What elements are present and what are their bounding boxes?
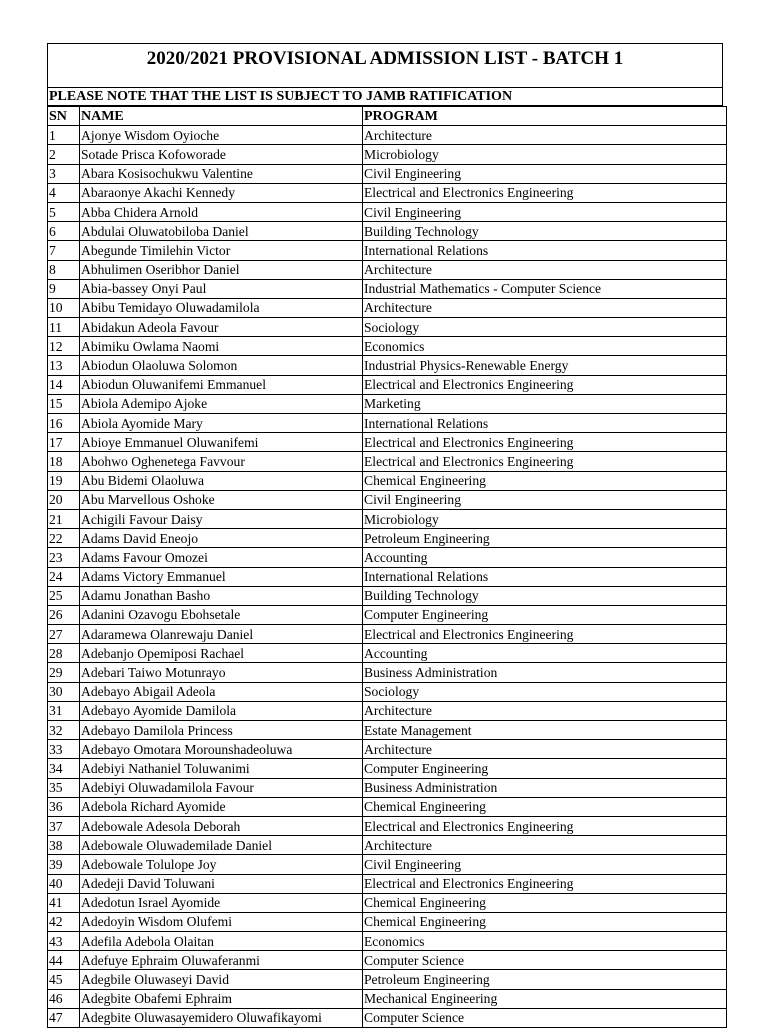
row-name: Abhulimen Oseribhor Daniel bbox=[80, 260, 363, 279]
row-sn: 1 bbox=[48, 126, 80, 145]
row-name: Adams David Eneojo bbox=[80, 529, 363, 548]
row-sn: 4 bbox=[48, 183, 80, 202]
row-sn: 32 bbox=[48, 721, 80, 740]
row-name: Abiodun Oluwanifemi Emmanuel bbox=[80, 375, 363, 394]
row-program: Electrical and Electronics Engineering bbox=[363, 433, 727, 452]
row-program: Civil Engineering bbox=[363, 202, 727, 221]
table-row bbox=[48, 126, 727, 145]
row-name: Adams Favour Omozei bbox=[80, 548, 363, 567]
row-program: Accounting bbox=[363, 548, 727, 567]
row-sn: 2 bbox=[48, 145, 80, 164]
row-program: Architecture bbox=[363, 260, 727, 279]
row-sn: 19 bbox=[48, 471, 80, 490]
row-sn: 43 bbox=[48, 932, 80, 951]
table-row bbox=[48, 816, 727, 835]
row-sn: 21 bbox=[48, 509, 80, 528]
row-program: Electrical and Electronics Engineering bbox=[363, 816, 727, 835]
row-program: Building Technology bbox=[363, 222, 727, 241]
table-row bbox=[48, 183, 727, 202]
row-program: Architecture bbox=[363, 298, 727, 317]
row-sn: 45 bbox=[48, 970, 80, 989]
row-program: Architecture bbox=[363, 126, 727, 145]
table-row bbox=[48, 778, 727, 797]
row-sn: 44 bbox=[48, 951, 80, 970]
row-name: Adebiyi Nathaniel Toluwanimi bbox=[80, 759, 363, 778]
row-name: Adanini Ozavogu Ebohsetale bbox=[80, 605, 363, 624]
row-program: Chemical Engineering bbox=[363, 912, 727, 931]
row-name: Abegunde Timilehin Victor bbox=[80, 241, 363, 260]
row-program: Industrial Mathematics - Computer Science bbox=[363, 279, 727, 298]
row-program: Computer Science bbox=[363, 951, 727, 970]
row-name: Abidakun Adeola Favour bbox=[80, 318, 363, 337]
row-sn: 15 bbox=[48, 394, 80, 413]
admission-list-sheet bbox=[47, 43, 723, 1028]
table-row bbox=[48, 375, 727, 394]
table-row bbox=[48, 222, 727, 241]
row-program: Computer Science bbox=[363, 1008, 727, 1027]
table-row bbox=[48, 682, 727, 701]
header-sn: SN bbox=[48, 107, 80, 126]
row-name: Abaraonye Akachi Kennedy bbox=[80, 183, 363, 202]
table-row bbox=[48, 529, 727, 548]
row-name: Sotade Prisca Kofoworade bbox=[80, 145, 363, 164]
row-program: Sociology bbox=[363, 682, 727, 701]
admission-table bbox=[47, 106, 727, 1028]
row-program: Architecture bbox=[363, 836, 727, 855]
row-sn: 27 bbox=[48, 625, 80, 644]
table-row bbox=[48, 202, 727, 221]
row-sn: 46 bbox=[48, 989, 80, 1008]
row-name: Adedeji David Toluwani bbox=[80, 874, 363, 893]
row-program: Chemical Engineering bbox=[363, 797, 727, 816]
table-header-row bbox=[48, 107, 727, 126]
row-name: Abara Kosisochukwu Valentine bbox=[80, 164, 363, 183]
row-name: Adebola Richard Ayomide bbox=[80, 797, 363, 816]
row-program: Sociology bbox=[363, 318, 727, 337]
row-name: Adebayo Abigail Adeola bbox=[80, 682, 363, 701]
row-sn: 37 bbox=[48, 816, 80, 835]
row-name: Abiola Ayomide Mary bbox=[80, 414, 363, 433]
row-program: Estate Management bbox=[363, 721, 727, 740]
table-row bbox=[48, 644, 727, 663]
row-sn: 20 bbox=[48, 490, 80, 509]
row-sn: 13 bbox=[48, 356, 80, 375]
row-name: Adebayo Ayomide Damilola bbox=[80, 701, 363, 720]
row-name: Adams Victory Emmanuel bbox=[80, 567, 363, 586]
table-row bbox=[48, 394, 727, 413]
row-sn: 38 bbox=[48, 836, 80, 855]
row-name: Adefila Adebola Olaitan bbox=[80, 932, 363, 951]
table-row bbox=[48, 548, 727, 567]
row-name: Abia-bassey Onyi Paul bbox=[80, 279, 363, 298]
row-name: Abioye Emmanuel Oluwanifemi bbox=[80, 433, 363, 452]
table-row bbox=[48, 605, 727, 624]
table-row bbox=[48, 663, 727, 682]
table-row bbox=[48, 874, 727, 893]
table-row bbox=[48, 356, 727, 375]
row-program: Petroleum Engineering bbox=[363, 970, 727, 989]
row-name: Adebowale Tolulope Joy bbox=[80, 855, 363, 874]
row-sn: 3 bbox=[48, 164, 80, 183]
row-sn: 30 bbox=[48, 682, 80, 701]
row-name: Adebowale Oluwademilade Daniel bbox=[80, 836, 363, 855]
row-name: Abiodun Olaoluwa Solomon bbox=[80, 356, 363, 375]
row-program: Marketing bbox=[363, 394, 727, 413]
row-program: International Relations bbox=[363, 567, 727, 586]
table-row bbox=[48, 241, 727, 260]
row-name: Abibu Temidayo Oluwadamilola bbox=[80, 298, 363, 317]
table-row bbox=[48, 836, 727, 855]
row-sn: 5 bbox=[48, 202, 80, 221]
table-row bbox=[48, 740, 727, 759]
row-sn: 29 bbox=[48, 663, 80, 682]
row-name: Adefuye Ephraim Oluwaferanmi bbox=[80, 951, 363, 970]
table-row bbox=[48, 1008, 727, 1027]
row-name: Ajonye Wisdom Oyioche bbox=[80, 126, 363, 145]
row-name: Abohwo Oghenetega Favvour bbox=[80, 452, 363, 471]
row-sn: 36 bbox=[48, 797, 80, 816]
row-program: Architecture bbox=[363, 740, 727, 759]
table-row bbox=[48, 260, 727, 279]
row-name: Abdulai Oluwatobiloba Daniel bbox=[80, 222, 363, 241]
row-program: Computer Engineering bbox=[363, 759, 727, 778]
row-program: Civil Engineering bbox=[363, 164, 727, 183]
table-row bbox=[48, 452, 727, 471]
row-program: Accounting bbox=[363, 644, 727, 663]
row-sn: 18 bbox=[48, 452, 80, 471]
row-program: Industrial Physics-Renewable Energy bbox=[363, 356, 727, 375]
row-name: Adegbile Oluwaseyi David bbox=[80, 970, 363, 989]
table-row bbox=[48, 970, 727, 989]
row-sn: 6 bbox=[48, 222, 80, 241]
ratification-note: PLEASE NOTE THAT THE LIST IS SUBJECT TO JAMB RATIFICATION bbox=[47, 88, 723, 106]
row-name: Adebiyi Oluwadamilola Favour bbox=[80, 778, 363, 797]
row-name: Abiola Ademipo Ajoke bbox=[80, 394, 363, 413]
table-row bbox=[48, 318, 727, 337]
header-name: NAME bbox=[80, 107, 363, 126]
row-sn: 47 bbox=[48, 1008, 80, 1027]
row-program: Business Administration bbox=[363, 778, 727, 797]
row-name: Abimiku Owlama Naomi bbox=[80, 337, 363, 356]
row-name: Adebayo Omotara Morounshadeoluwa bbox=[80, 740, 363, 759]
header-program: PROGRAM bbox=[363, 107, 727, 126]
row-name: Adegbite Obafemi Ephraim bbox=[80, 989, 363, 1008]
table-row bbox=[48, 797, 727, 816]
row-program: Electrical and Electronics Engineering bbox=[363, 375, 727, 394]
row-sn: 11 bbox=[48, 318, 80, 337]
row-sn: 31 bbox=[48, 701, 80, 720]
row-name: Abu Marvellous Oshoke bbox=[80, 490, 363, 509]
table-row bbox=[48, 567, 727, 586]
table-row bbox=[48, 625, 727, 644]
table-row bbox=[48, 164, 727, 183]
row-program: Electrical and Electronics Engineering bbox=[363, 183, 727, 202]
row-name: Adaramewa Olanrewaju Daniel bbox=[80, 625, 363, 644]
table-row bbox=[48, 145, 727, 164]
row-name: Adebowale Adesola Deborah bbox=[80, 816, 363, 835]
row-program: Petroleum Engineering bbox=[363, 529, 727, 548]
table-row bbox=[48, 701, 727, 720]
row-name: Adedotun Israel Ayomide bbox=[80, 893, 363, 912]
table-row bbox=[48, 759, 727, 778]
row-program: Civil Engineering bbox=[363, 855, 727, 874]
row-name: Adegbite Oluwasayemidero Oluwafikayomi bbox=[80, 1008, 363, 1027]
row-name: Abba Chidera Arnold bbox=[80, 202, 363, 221]
row-program: Microbiology bbox=[363, 509, 727, 528]
document-title: 2020/2021 PROVISIONAL ADMISSION LIST - BATCH 1 bbox=[47, 43, 723, 88]
row-program: Economics bbox=[363, 932, 727, 951]
row-sn: 39 bbox=[48, 855, 80, 874]
row-sn: 14 bbox=[48, 375, 80, 394]
row-program: Electrical and Electronics Engineering bbox=[363, 625, 727, 644]
table-row bbox=[48, 932, 727, 951]
row-sn: 24 bbox=[48, 567, 80, 586]
row-sn: 17 bbox=[48, 433, 80, 452]
row-program: Building Technology bbox=[363, 586, 727, 605]
row-sn: 22 bbox=[48, 529, 80, 548]
row-name: Adebayo Damilola Princess bbox=[80, 721, 363, 740]
table-row bbox=[48, 912, 727, 931]
row-sn: 34 bbox=[48, 759, 80, 778]
row-sn: 40 bbox=[48, 874, 80, 893]
row-program: International Relations bbox=[363, 241, 727, 260]
table-row bbox=[48, 298, 727, 317]
row-program: Chemical Engineering bbox=[363, 893, 727, 912]
row-program: Economics bbox=[363, 337, 727, 356]
row-program: Microbiology bbox=[363, 145, 727, 164]
row-name: Achigili Favour Daisy bbox=[80, 509, 363, 528]
table-row bbox=[48, 471, 727, 490]
row-program: Civil Engineering bbox=[363, 490, 727, 509]
row-program: Chemical Engineering bbox=[363, 471, 727, 490]
row-sn: 41 bbox=[48, 893, 80, 912]
row-sn: 28 bbox=[48, 644, 80, 663]
table-row bbox=[48, 989, 727, 1008]
table-row bbox=[48, 951, 727, 970]
row-program: Business Administration bbox=[363, 663, 727, 682]
row-sn: 33 bbox=[48, 740, 80, 759]
row-name: Adebanjo Opemiposi Rachael bbox=[80, 644, 363, 663]
row-name: Adedoyin Wisdom Olufemi bbox=[80, 912, 363, 931]
row-program: Electrical and Electronics Engineering bbox=[363, 452, 727, 471]
row-sn: 16 bbox=[48, 414, 80, 433]
table-row bbox=[48, 433, 727, 452]
row-program: Mechanical Engineering bbox=[363, 989, 727, 1008]
row-sn: 7 bbox=[48, 241, 80, 260]
table-row bbox=[48, 414, 727, 433]
table-row bbox=[48, 509, 727, 528]
table-row bbox=[48, 721, 727, 740]
row-program: Computer Engineering bbox=[363, 605, 727, 624]
row-sn: 35 bbox=[48, 778, 80, 797]
table-row bbox=[48, 586, 727, 605]
row-sn: 42 bbox=[48, 912, 80, 931]
row-sn: 12 bbox=[48, 337, 80, 356]
row-sn: 9 bbox=[48, 279, 80, 298]
row-program: International Relations bbox=[363, 414, 727, 433]
row-sn: 8 bbox=[48, 260, 80, 279]
row-program: Electrical and Electronics Engineering bbox=[363, 874, 727, 893]
row-sn: 10 bbox=[48, 298, 80, 317]
row-name: Abu Bidemi Olaoluwa bbox=[80, 471, 363, 490]
row-name: Adamu Jonathan Basho bbox=[80, 586, 363, 605]
table-row bbox=[48, 490, 727, 509]
table-row bbox=[48, 337, 727, 356]
row-sn: 26 bbox=[48, 605, 80, 624]
table-row bbox=[48, 279, 727, 298]
table-row bbox=[48, 893, 727, 912]
row-name: Adebari Taiwo Motunrayo bbox=[80, 663, 363, 682]
row-program: Architecture bbox=[363, 701, 727, 720]
row-sn: 25 bbox=[48, 586, 80, 605]
table-row bbox=[48, 855, 727, 874]
row-sn: 23 bbox=[48, 548, 80, 567]
